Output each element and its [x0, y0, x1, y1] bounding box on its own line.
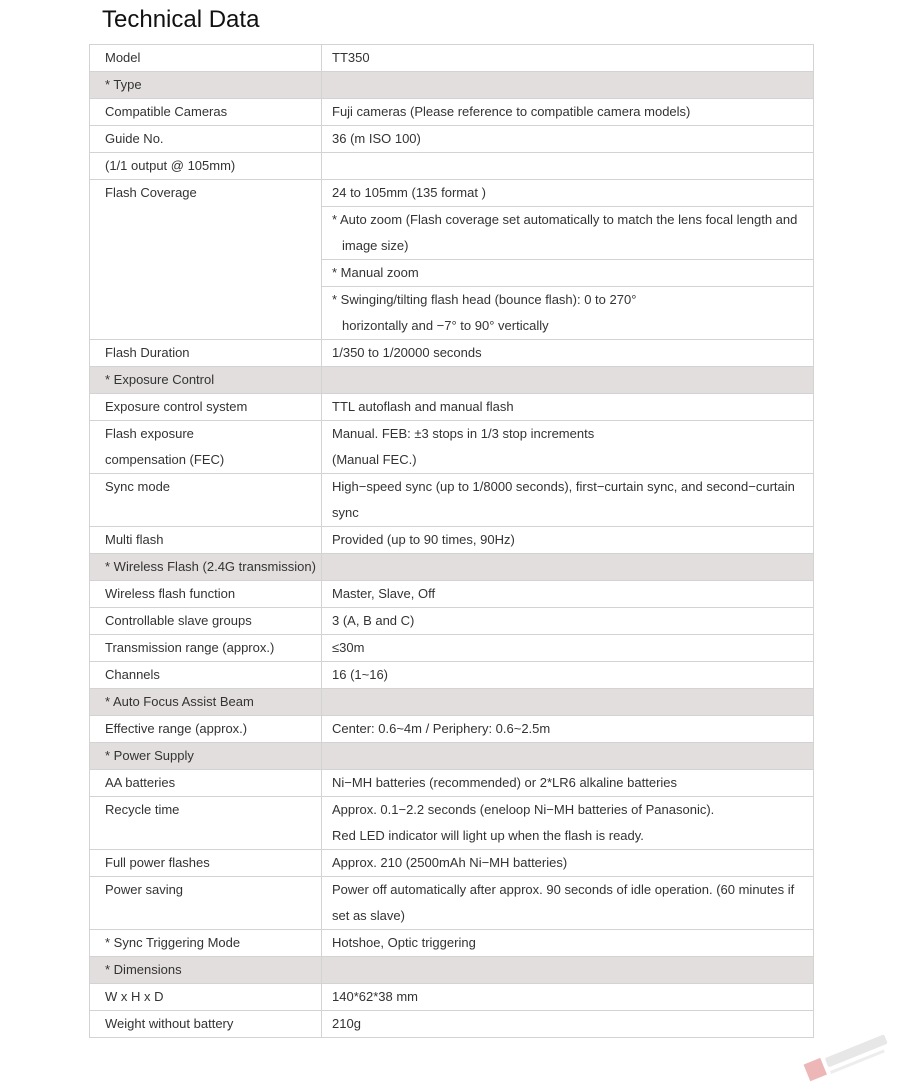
spec-value-line: horizontally and −7° to 90° vertically [342, 318, 549, 333]
spec-value: 24 to 105mm (135 format ) [322, 180, 814, 207]
table-row-slave-groups [90, 608, 814, 635]
spec-key: Transmission range (approx.) [90, 635, 322, 662]
table-row-aa-batteries [90, 770, 814, 797]
spec-value [322, 474, 814, 527]
table-row-recycle-time [90, 797, 814, 850]
table-row-channels [90, 662, 814, 689]
table-row-exposure-system [90, 394, 814, 421]
spec-value: ≤30m [322, 635, 814, 662]
spec-key: Compatible Cameras [90, 99, 322, 126]
spec-key: Guide No. [90, 126, 322, 153]
table-row-guide-no [90, 126, 814, 153]
spec-value: TT350 [322, 45, 814, 72]
section-heading: * Type [90, 72, 322, 99]
table-row-flash-duration [90, 340, 814, 367]
spec-key: * Sync Triggering Mode [90, 930, 322, 957]
table-row-manual-zoom [90, 260, 814, 287]
spec-key: Exposure control system [90, 394, 322, 421]
table-row-transmission-range [90, 635, 814, 662]
table-row-weight [90, 1011, 814, 1038]
spec-key: Controllable slave groups [90, 608, 322, 635]
table-row-wireless-function [90, 581, 814, 608]
table-row-sync-triggering [90, 930, 814, 957]
spec-value: Fuji cameras (Please reference to compatible camera models) [322, 99, 814, 126]
spec-value-line: * Auto zoom (Flash coverage set automatically to match the lens focal length and [332, 212, 798, 227]
spec-value: TTL autoflash and manual flash [322, 394, 814, 421]
spec-value: Approx. 210 (2500mAh Ni−MH batteries) [322, 850, 814, 877]
section-row-wireless [90, 554, 814, 581]
spec-table [89, 44, 814, 1038]
section-row-af-beam [90, 689, 814, 716]
spec-value-line: (Manual FEC.) [332, 452, 417, 467]
spec-value-line: * Swinging/tilting flash head (bounce flash): 0 to 270° [332, 292, 637, 307]
section-heading: * Power Supply [90, 743, 322, 770]
spec-value: 16 (1~16) [322, 662, 814, 689]
section-heading: * Dimensions [90, 957, 322, 984]
spec-key: Model [90, 45, 322, 72]
spec-value-line: Manual. FEB: ±3 stops in 1/3 stop increments [332, 426, 595, 441]
section-heading: * Auto Focus Assist Beam [90, 689, 322, 716]
spec-key: Recycle time [90, 797, 322, 850]
spec-value [322, 877, 814, 930]
section-heading: * Exposure Control [90, 367, 322, 394]
spec-value-line: image size) [342, 238, 409, 253]
watermark-block [804, 1058, 827, 1081]
spec-value: 36 (m ISO 100) [322, 126, 814, 153]
spec-value [322, 421, 814, 474]
spec-value: Ni−MH batteries (recommended) or 2*LR6 alkaline batteries [322, 770, 814, 797]
table-row-compatible-cameras [90, 99, 814, 126]
spec-key: Flash Duration [90, 340, 322, 367]
spec-key: Multi flash [90, 527, 322, 554]
spec-key: Sync mode [90, 474, 322, 527]
table-row-flash-coverage [90, 180, 814, 207]
spec-key-line: compensation (FEC) [105, 452, 225, 467]
spec-value: Master, Slave, Off [322, 581, 814, 608]
table-row-full-power [90, 850, 814, 877]
spec-key: W x H x D [90, 984, 322, 1011]
table-row-auto-zoom [90, 207, 814, 260]
spec-key: (1/1 output @ 105mm) [90, 153, 322, 180]
watermark-logo [800, 1022, 898, 1092]
table-row-model [90, 45, 814, 72]
spec-value: Center: 0.6~4m / Periphery: 0.6~2.5m [322, 716, 814, 743]
spec-value [322, 287, 814, 340]
section-row-exposure [90, 367, 814, 394]
spec-value-line: sync [332, 505, 359, 520]
table-row-sync-mode [90, 474, 814, 527]
spec-value: Hotshoe, Optic triggering [322, 930, 814, 957]
spec-key: Weight without battery [90, 1011, 322, 1038]
spec-key: AA batteries [90, 770, 322, 797]
section-row-power-supply [90, 743, 814, 770]
section-row-dimensions [90, 957, 814, 984]
spec-key: Flash Coverage [90, 180, 322, 207]
spec-key [90, 421, 322, 474]
table-row-fec [90, 421, 814, 474]
table-row-power-saving [90, 877, 814, 930]
spec-value: * Manual zoom [322, 260, 814, 287]
spec-value: 140*62*38 mm [322, 984, 814, 1011]
table-row-whd [90, 984, 814, 1011]
table-row-swing [90, 287, 814, 340]
spec-value-line: Red LED indicator will light up when the flash is ready. [332, 828, 644, 843]
section-heading: * Wireless Flash (2.4G transmission) [90, 554, 322, 581]
spec-value [322, 797, 814, 850]
page-title: Technical Data [102, 6, 260, 33]
spec-value: 210g [322, 1011, 814, 1038]
spec-key: Effective range (approx.) [90, 716, 322, 743]
spec-key: Wireless flash function [90, 581, 322, 608]
spec-key: Power saving [90, 877, 322, 930]
spec-value: Provided (up to 90 times, 90Hz) [322, 527, 814, 554]
spec-value: 3 (A, B and C) [322, 608, 814, 635]
spec-value: 1/350 to 1/20000 seconds [322, 340, 814, 367]
spec-key: Channels [90, 662, 322, 689]
table-row-multi-flash [90, 527, 814, 554]
spec-value-line: Power off automatically after approx. 90 seconds of idle operation. (60 minutes if [332, 882, 795, 897]
spec-value-line: Approx. 0.1−2.2 seconds (eneloop Ni−MH batteries of Panasonic). [332, 802, 715, 817]
table-row-guide-note [90, 153, 814, 180]
table-row-effective-range [90, 716, 814, 743]
spec-key: Full power flashes [90, 850, 322, 877]
section-row-type [90, 72, 814, 99]
spec-key-line: Flash exposure [105, 426, 194, 441]
spec-value [322, 207, 814, 260]
spec-value-line: High−speed sync (up to 1/8000 seconds), first−curtain sync, and second−curtain [332, 479, 795, 494]
spec-value-line: set as slave) [332, 908, 405, 923]
